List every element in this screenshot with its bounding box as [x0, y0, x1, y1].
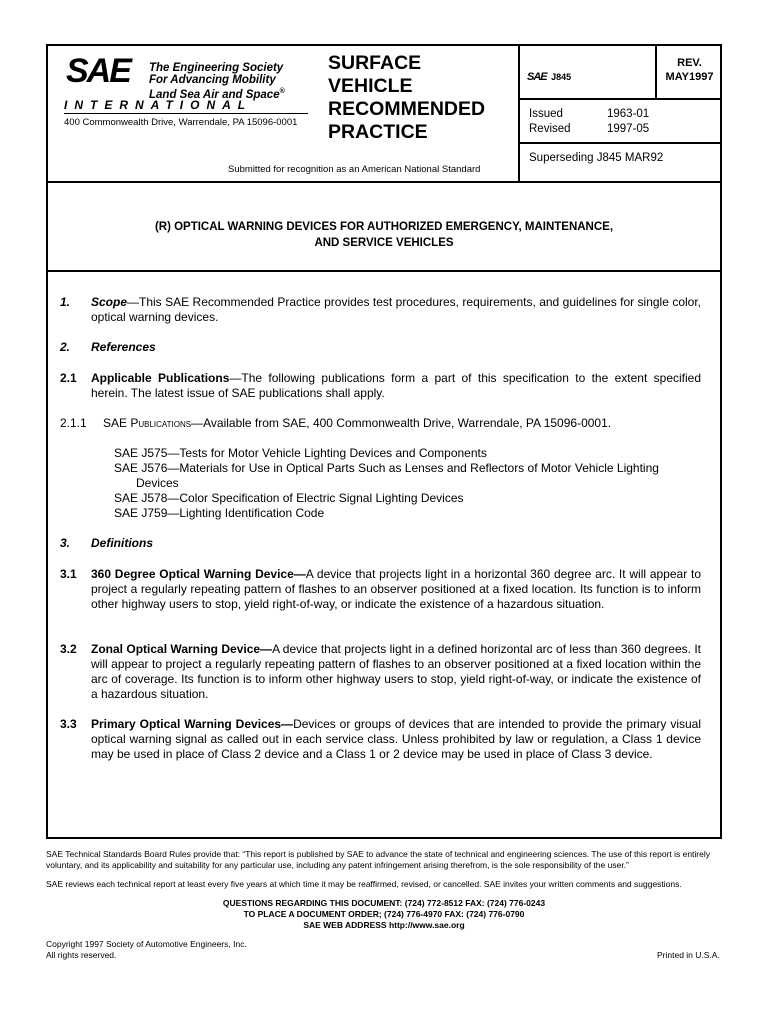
section-2-heading: References [91, 340, 156, 354]
reference-item: SAE J578—Color Specification of Electric Signal Lighting Devices [114, 491, 464, 505]
reference-list [114, 446, 659, 521]
issued-label: Issued [529, 108, 563, 120]
ansi-submission-note: Submitted for recognition as an American National Standard [228, 164, 481, 175]
section-3-heading: Definitions [91, 536, 153, 550]
title-divider [46, 270, 722, 272]
copyright: Copyright 1997 Society of Automotive Engineers, Inc. All rights reserved. [46, 939, 247, 960]
printed-in: Printed in U.S.A. [657, 950, 720, 960]
header-divider [46, 181, 722, 183]
section-1-number: 1. [60, 295, 71, 309]
issued-value: 1963-01 [607, 108, 650, 120]
revised-value: 1997-05 [607, 123, 650, 135]
reference-item-continued: Devices [136, 476, 179, 490]
sae-logo: SAE [66, 52, 130, 90]
header-vertical-divider [518, 44, 520, 181]
section-3-1-text: 360 Degree Optical Warning Device—A device that projects light in a horizontal 360 degree arc. It will appear to project a regularly repeating pattern of flashes to an observer positioned at a fixed location. Its function is to inform other highway users to stop, yield right-of-way, or indicate the existence of a hazardous situation. [91, 567, 701, 611]
dates-divider [518, 142, 722, 144]
revision-block: REV. MAY1997 [665, 57, 714, 83]
section-3-3-number: 3.3 [60, 717, 77, 731]
section-1-scope: Scope—This SAE Recommended Practice provides test procedures, requirements, and guidelines for single color, optical warning devices. [91, 295, 701, 324]
contact-block: QUESTIONS REGARDING THIS DOCUMENT: (724) 772-8512 FAX: (724) 776-0243 TO PLACE A DOCUMENT ORDER; (724) 776-4970 FAX: (724) 776-0790 SAE WEB ADDRESS http://www.sae.org [222, 898, 546, 930]
logo-rule [64, 113, 308, 114]
section-2-1-text: Applicable Publications—The following publications form a part of this specification to the extent specified herein. The latest issue of SAE publications shall apply. [91, 371, 702, 400]
document-title: (R) OPTICAL WARNING DEVICES FOR AUTHORIZED EMERGENCY, MAINTENANCE, AND SERVICE VEHICLES [154, 221, 614, 249]
reference-item: SAE J575—Tests for Motor Vehicle Lighting Devices and Components [114, 446, 487, 460]
review-note: SAE reviews each technical report at least every five years at which time it may be reaffirmed, revised, or cancelled. SAE invites your written comments and suggestions. [46, 879, 682, 889]
section-3-number: 3. [60, 536, 71, 550]
section-3-2-number: 3.2 [60, 642, 77, 656]
sae-small-logo: SAE [527, 71, 547, 83]
doc-number: J845 [551, 72, 572, 82]
section-2-1-number: 2.1 [60, 371, 77, 385]
section-3-2-text: Zonal Optical Warning Device—A device that projects light in a defined horizontal arc of less than 360 degrees. It will appear to project a regularly repeating pattern of flashes to an observer positioned at a fixed location within the arc of coverage. Its function is to inform other highway users to stop, yield right-of-way, or indicate the existence of a hazardous situation. [91, 642, 702, 701]
international-wordmark: INTERNATIONAL [64, 98, 253, 112]
document-category: SURFACE VEHICLE RECOMMENDED PRACTICE [328, 52, 486, 143]
section-2-number: 2. [60, 340, 71, 354]
sae-address: 400 Commonwealth Drive, Warrendale, PA 15096-0001 [64, 117, 298, 128]
section-3-1-number: 3.1 [60, 567, 77, 581]
section-3-3-text: Primary Optical Warning Devices—Devices or groups of devices that are intended to provide the primary visual optical warning signal as called out in each service class. Unless prohibited by law or regulation, a Class 1 device may be used in place of Class 2 device and a Class 1 or 2 device may be used in place of Class 3 device. [91, 717, 702, 761]
doc-number-block [527, 67, 571, 85]
doc-number-divider [518, 98, 722, 100]
section-2-1-1-number: 2.1.1 [60, 416, 87, 430]
superseding-note: Superseding J845 MAR92 [529, 152, 664, 164]
board-rules-note: SAE Technical Standards Board Rules provide that: “This report is published by SAE to advance the state of technical and engineering sciences. The use of this report is entirely voluntary, and its applicability and suitability for any particular use, including any patent infringement arising therefrom, is the sole responsibility of the user.” [46, 849, 711, 870]
reference-item: SAE J576—Materials for Use in Optical Parts Such as Lenses and Reflectors of Motor Vehicle Lighting [114, 461, 659, 475]
tagline: The Engineering Society For Advancing Mobility Land Sea Air and Space® [149, 62, 285, 101]
section-2-1-1-text: SAE Publications—Available from SAE, 400 Commonwealth Drive, Warrendale, PA 15096-0001. [103, 416, 612, 430]
revised-label: Revised [529, 123, 571, 135]
reference-item: SAE J759—Lighting Identification Code [114, 506, 325, 520]
